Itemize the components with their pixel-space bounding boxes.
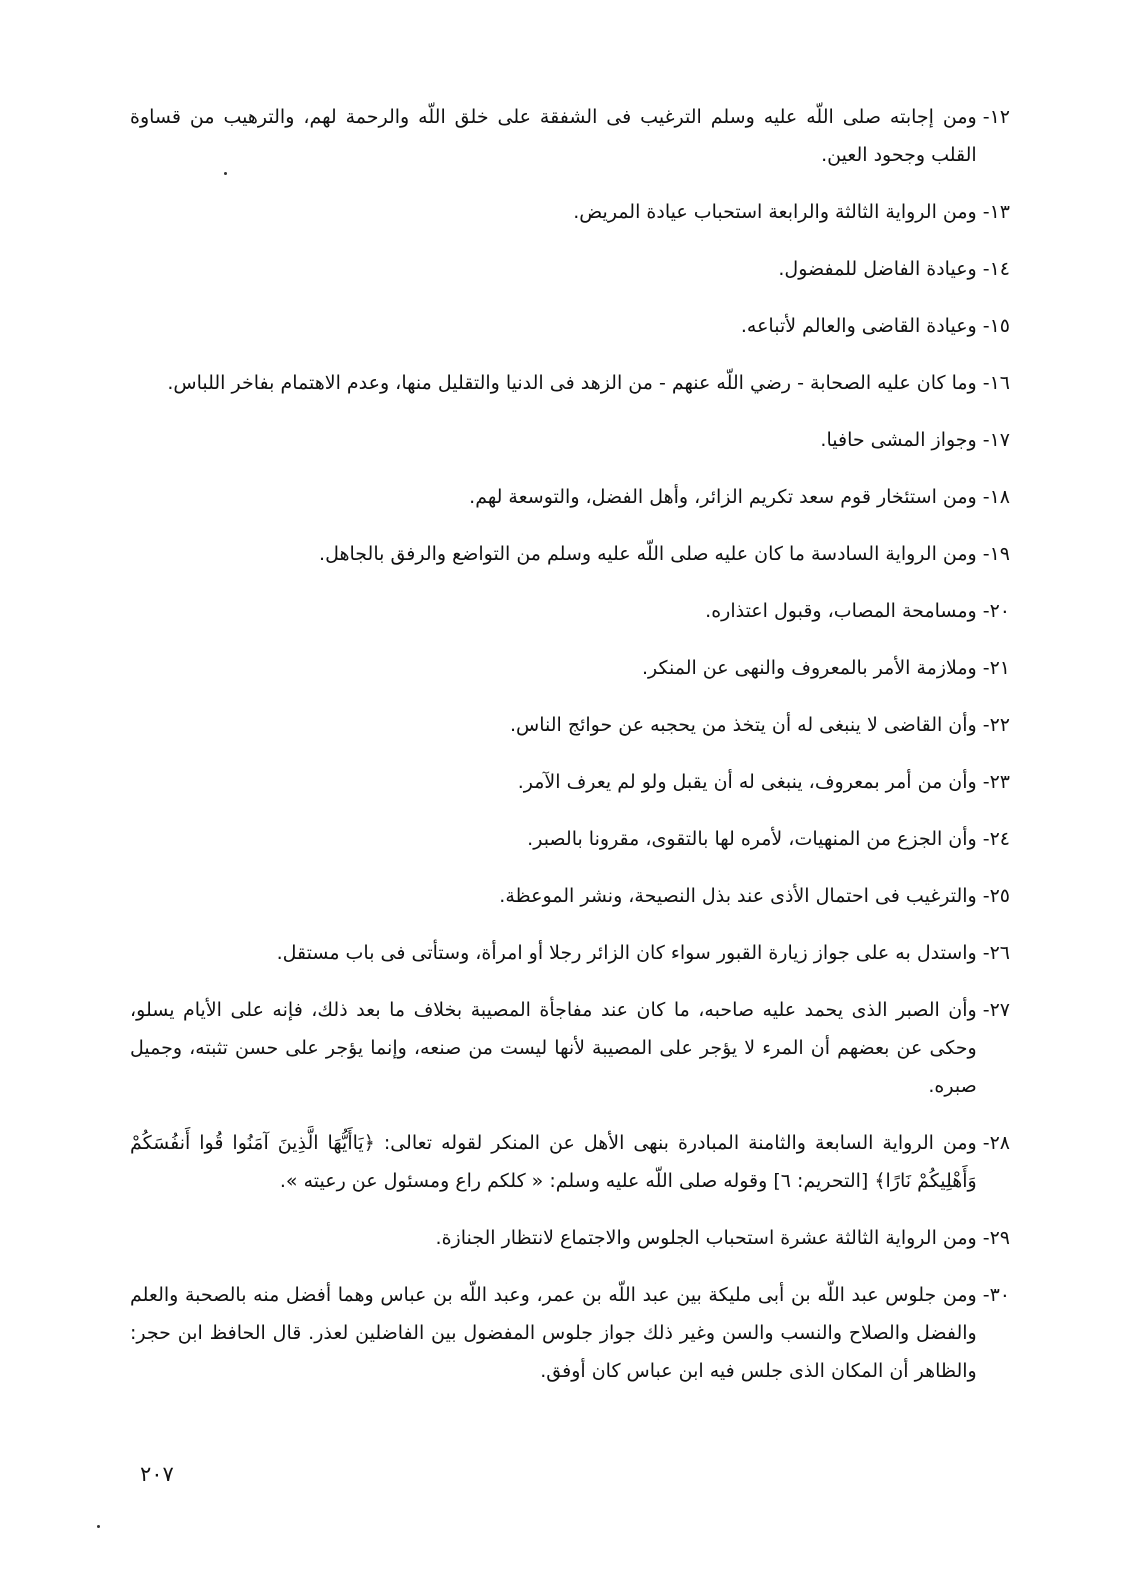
list-item [130,991,1010,1105]
item-text: واستدل به على جواز زيارة القبور سواء كان الزائر رجلا أو امرأة، وستأتى فى باب مستقل. [276,942,977,964]
scan-speck [224,172,227,175]
item-number: ٢٨- [982,1132,1010,1154]
list-item [130,877,1010,915]
item-text: وأن من أمر بمعروف، ينبغى له أن يقبل ولو لم يعرف الآمر. [517,771,977,793]
list-item [130,934,1010,972]
list-item [130,364,1010,402]
item-text: ومن الرواية السادسة ما كان عليه صلى اللّه عليه وسلم من التواضع والرفق بالجاهل. [319,543,977,565]
item-number: ٢١- [982,657,1010,679]
item-text: وما كان عليه الصحابة - رضي اللّه عنهم - من الزهد فى الدنيا والتقليل منها، وعدم الاهتمام بفاخر اللباس. [167,372,977,394]
item-number: ٢٥- [982,885,1010,907]
list-item [130,1219,1010,1257]
item-text: ومن الرواية السابعة والثامنة المبادرة بنهى الأهل عن المنكر لقوله تعالى: ﴿يَاأَيُّهَا الَّذِينَ آمَنُوا قُوا أَنفُسَكُمْ وَأَهْلِيكُمْ نَارًا﴾ [التحريم: ٦] وقوله صلى اللّه عليه وسلم: « كلكم راع ومسئول عن رعيته ». [130,1132,977,1192]
list-item [130,98,1010,174]
list-item [130,1276,1010,1390]
page-number: ٢٠٧ [140,1462,174,1486]
list-item [130,193,1010,231]
item-text: والترغيب فى احتمال الأذى عند بذل النصيحة، ونشر الموعظة. [499,885,977,907]
item-text: وعيادة القاضى والعالم لأتباعه. [740,315,977,337]
item-number: ٢٠- [982,600,1010,622]
item-number: ١٤- [982,258,1010,280]
item-text: وملازمة الأمر بالمعروف والنهى عن المنكر. [641,657,977,679]
list-item [130,307,1010,345]
item-number: ٢٩- [982,1227,1010,1249]
list-item [130,1124,1010,1200]
list-item [130,250,1010,288]
item-number: ٢٢- [982,714,1010,736]
list-item [130,649,1010,687]
item-number: ١٨- [982,486,1010,508]
item-number: ١٧- [982,429,1010,451]
item-text: ومن الرواية الثالثة والرابعة استحباب عيادة المريض. [573,201,977,223]
item-text: وأن الجزع من المنهيات، لأمره لها بالتقوى، مقرونا بالصبر. [527,828,977,850]
item-text: ومن استئخار قوم سعد تكريم الزائر، وأهل الفضل، والتوسعة لهم. [469,486,977,508]
item-text: وعيادة الفاضل للمفضول. [778,258,977,280]
item-number: ٢٧- [982,999,1010,1021]
item-text: وأن الصبر الذى يحمد عليه صاحبه، ما كان عند مفاجأة المصيبة بخلاف ما بعد ذلك، فإنه على الأيام يسلو، وحكى عن بعضهم أن المرء لا يؤجر على المصيبة لأنها ليست من صنعه، وإنما يؤجر على حسن تثبته، وجميل صبره. [130,999,977,1097]
item-number: ١٢- [982,106,1010,128]
item-text: ومسامحة المصاب، وقبول اعتذاره. [705,600,977,622]
list-item [130,535,1010,573]
item-number: ٣٠- [982,1284,1010,1306]
item-text: وجواز المشى حافيا. [820,429,977,451]
item-text: ومن جلوس عبد اللّه بن أبى مليكة بين عبد اللّه بن عمر، وعبد اللّه بن عباس وهما أفضل منه بالصحبة والعلم والفضل والصلاح والنسب والسن وغير ذلك جواز جلوس المفضول بين الفاضلين لعذر. قال الحافظ ابن حجر: والظاهر أن المكان الذى جلس فيه ابن عباس كان أوفق. [130,1284,977,1382]
scan-speck [97,1525,100,1528]
item-text: ومن الرواية الثالثة عشرة استحباب الجلوس والاجتماع لانتظار الجنازة. [435,1227,977,1249]
item-text: وأن القاضى لا ينبغى له أن يتخذ من يحجبه عن حوائج الناس. [509,714,977,736]
item-number: ١٥- [982,315,1010,337]
list-item [130,421,1010,459]
item-number: ٢٤- [982,828,1010,850]
list-item [130,478,1010,516]
item-number: ١٩- [982,543,1010,565]
numbered-list [130,98,1010,1409]
list-item [130,820,1010,858]
item-number: ٢٦- [982,942,1010,964]
item-number: ١٣- [982,201,1010,223]
item-number: ١٦- [982,372,1010,394]
item-number: ٢٣- [982,771,1010,793]
list-item [130,706,1010,744]
list-item [130,763,1010,801]
item-text: ومن إجابته صلى اللّه عليه وسلم الترغيب فى الشفقة على خلق اللّه والرحمة لهم، والترهيب من قساوة القلب وجحود العين. [130,106,977,166]
list-item [130,592,1010,630]
